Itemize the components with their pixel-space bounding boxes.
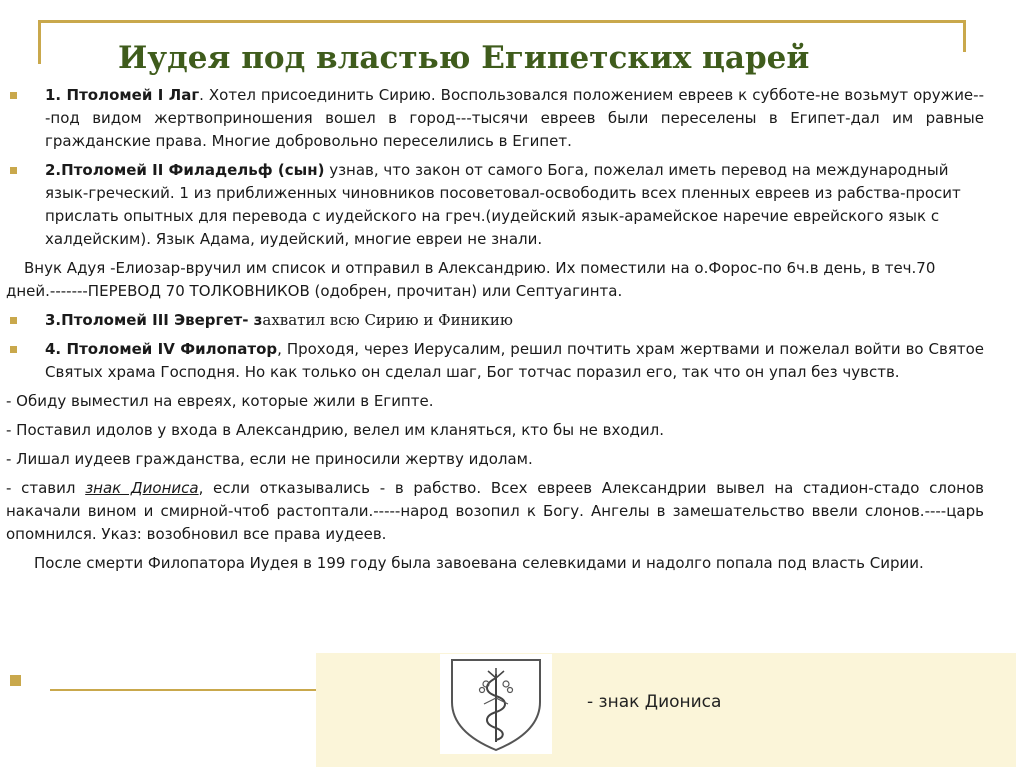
ptolemy-3-text: ахватил всю Сирию и Финикию (262, 311, 513, 329)
square-bullet-icon (10, 346, 17, 353)
paragraph-ptolemy-1 (6, 84, 984, 153)
ptolemy-4-heading: 4. Птоломей IV Филопатор (45, 340, 278, 358)
ptolemy-4-text: , Проходя, через Иерусалим, решил почтить храм жертвами и пожелал войти во Святое Святых храма Господня. Но как только он сделал шаг, Бог тотчас поразил его, так что он упал без чувств. (45, 340, 984, 381)
dash-line-3: - Лишал иудеев гражданства, если не приносили жертву идолам. (6, 450, 533, 468)
dash-line-4-rest: , если отказывались - в рабство. Всех евреев Александрии вывел на стадион-стадо слонов накачали вином и смирной-чтоб растоптали.-----народ возопил к Богу. Ангелы в замешательство ввели слонов.----царь опомнился. Указ: возобновил все права иудеев. (6, 479, 984, 543)
paragraph-grandson: Внук Адуя -Елиозар-вручил им список и отправил в Александрию. Их поместили на о.Форос-по 6ч.в день, в теч.70 дней.-------ПЕРЕВОД 70 ТОЛКОВНИКОВ (одобрен, прочитан) или Септуагинта. (6, 259, 936, 300)
dash-line-4 (6, 477, 984, 546)
bottom-divider (50, 689, 318, 691)
slide-title: Иудея под властью Египетских царей (118, 40, 810, 76)
paragraph-final: После смерти Филопатора Иудея в 199 году была завоевана селевкидами и надолго попала под власть Сирии. (34, 554, 924, 572)
dionysus-sign-link[interactable]: знак Диониса (85, 479, 199, 497)
square-bullet-icon (10, 675, 21, 686)
paragraph-ptolemy-3 (6, 309, 984, 332)
dash-line-2: - Поставил идолов у входа в Александрию, велел им кланяться, кто бы не входил. (6, 421, 665, 439)
frame-right-line (963, 20, 966, 52)
paragraph-ptolemy-2 (6, 159, 984, 251)
slide-body (6, 84, 984, 575)
square-bullet-icon (10, 92, 17, 99)
ptolemy-2-text: узнав, что закон от самого Бога, пожелал иметь перевод на международный язык-греческий. 1 из приближенных чиновников посоветовал-освободить всех пленных евреев из рабства-просит прислать опытных для перевода с иудейского на греч.(иудейский язык-арамейское наречие еврейского язык с халдейским). Язык Адама, иудейский, многие евреи не знали. (45, 161, 961, 248)
square-bullet-icon (10, 317, 17, 324)
square-bullet-icon (10, 167, 17, 174)
frame-left-line (38, 20, 41, 64)
frame-top-line (38, 20, 966, 23)
ptolemy-1-heading: 1. Птоломей I Лаг (45, 86, 200, 104)
dionysus-sign-caption: - знак Диониса (587, 692, 722, 712)
paragraph-ptolemy-4 (6, 338, 984, 384)
ptolemy-2-heading: 2.Птоломей II Филадельф (сын) (45, 161, 325, 179)
dionysus-sign-icon (440, 654, 552, 754)
dash-line-1: - Обиду выместил на евреях, которые жили в Египте. (6, 392, 434, 410)
dash-line-4-start: - ставил (6, 479, 86, 497)
ptolemy-1-text: . Хотел присоединить Сирию. Воспользовался положением евреев к субботе-не возьмут оружие---под видом жертвоприношения вошел в город---тысячи евреев были переселены в Египет-дал им равные гражданские права. Многие добровольно переселились в Египет. (45, 86, 984, 150)
ptolemy-3-heading: 3.Птоломей III Эвергет- з (45, 311, 263, 329)
